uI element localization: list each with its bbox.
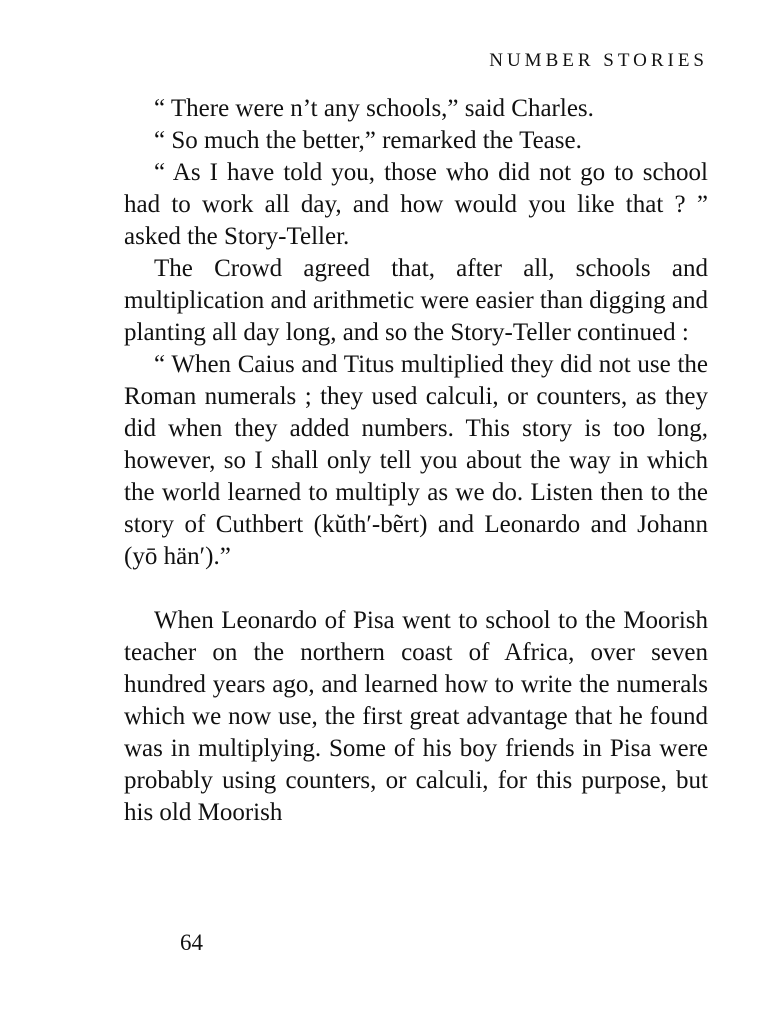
paragraph: When Leonardo of Pisa went to school to the Moorish teacher on the northern coast of Africa, over seven hundred years ago, and learned how to write the numerals which we now use, the first great advantage that he found was in multiplying. Some of his boy friends in Pisa were probably using counters, or calculi, for this purpose, but his old Moorish	[124, 607, 708, 826]
text-block	[124, 93, 708, 829]
paragraph: “ So much the better,” remarked the Tease.	[154, 127, 582, 154]
paragraph: “ As I have told you, those who did not go to school had to work all day, and how would you like that ? ” asked the Story-Teller.	[124, 159, 708, 250]
paragraph: “ When Caius and Titus multiplied they did not use the Roman numerals ; they used calculi, or counters, as they did when they added numbers. This story is too long, however, so I shall only tell you about the way in which the world learned to multiply as we do. Listen then to the story of Cuthbert (kŭth′-bẽrt) and Leonardo and Johann (yō hän′).”	[124, 351, 708, 570]
page-number: 64	[180, 930, 203, 955]
paragraph: “ There were n’t any schools,” said Charles.	[154, 95, 594, 122]
running-head: NUMBER STORIES	[489, 50, 708, 71]
paragraph: The Crowd agreed that, after all, schools and multiplication and arithmetic were easier than digging and planting all day long, and so the Story-Teller continued :	[124, 255, 708, 346]
